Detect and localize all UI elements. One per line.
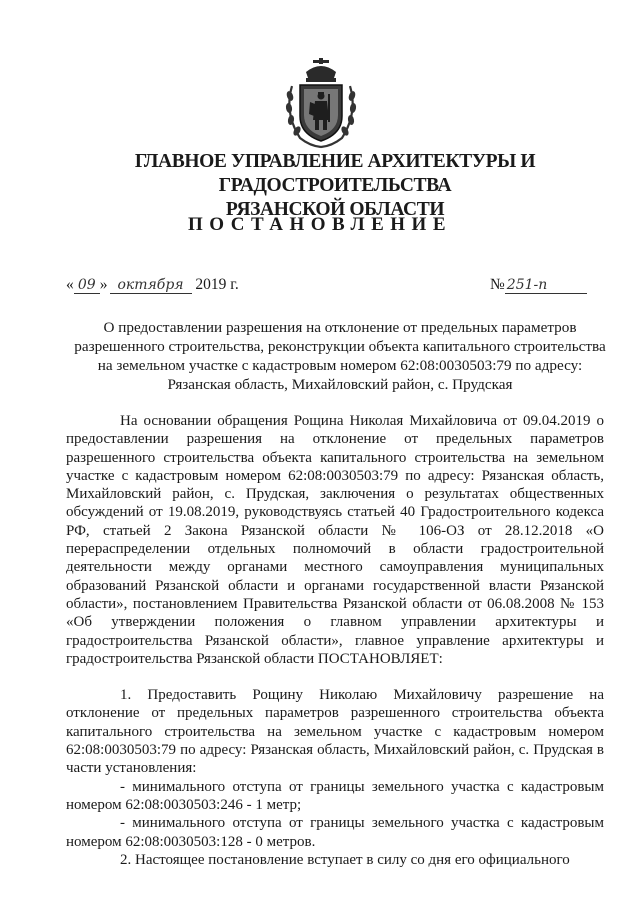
date-close-quote: » xyxy=(99,276,108,293)
subject-line1: О предоставлении разрешения на отклонение от предельных параметров xyxy=(103,319,577,336)
subject-line4: Рязанская область, Михайловский район, с. Прудская xyxy=(167,376,513,393)
organization-name-line2: РЯЗАНСКОЙ ОБЛАСТИ xyxy=(225,199,445,220)
item-1-subitem-1: - минимального отступа от границы земельного участка с кадастровым номером 62:08:0030503:246 - 1 метр; xyxy=(66,778,604,813)
date-open-quote: « xyxy=(66,276,74,293)
ryazan-coat-of-arms-icon xyxy=(282,58,360,150)
number-value: 251-п xyxy=(505,277,587,294)
subject-line3: на земельном участке с кадастровым номером 62:08:0030503:79 по адресу: xyxy=(97,357,583,374)
document-body xyxy=(66,412,604,869)
document-type-title: ПОСТАНОВЛЕНИЕ xyxy=(187,214,453,235)
document-date xyxy=(66,276,239,294)
organization-name xyxy=(40,150,630,222)
preamble-paragraph: На основании обращения Рощина Николая Михайловича от 09.04.2019 о предоставлении разрешения на отклонение от предельных параметров разрешенного строительства объекта капитального строительства на земельном участке с кадастровым номером 62:08:0030503:79 по адресу: Рязанская область, Михайловский район, с. Прудская, заключения о результатах общественных обсуждений от 19.08.2019, руководствуясь статьей 40 Градостроительного кодекса РФ, статьей 2 Закона Рязанской области № 106-ОЗ от 28.12.2018 «О перераспределении отдельных полномочий в области градостроительной деятельности между органами местного самоуправления муниципальных образований Рязанской области и органами государственной власти Рязанской области», постановлением Правительства Рязанской области от 06.08.2008 № 153 «Об утверждении положения о главном управлении архитектуры и градостроительства Рязанской области», главное управление архитектуры и градостроительства Рязанской области ПОСТАНОВЛЯЕТ: xyxy=(66,413,604,667)
number-sign: № xyxy=(490,276,505,293)
date-day: 09 xyxy=(74,277,100,294)
document-number xyxy=(490,276,587,294)
item-2-paragraph: 2. Настоящее постановление вступает в силу со дня его официального xyxy=(120,851,570,868)
date-year: 2019 г. xyxy=(195,276,239,293)
date-month: октября xyxy=(110,277,192,294)
document-subject xyxy=(70,318,610,394)
organization-name-line1: ГЛАВНОЕ УПРАВЛЕНИЕ АРХИТЕКТУРЫ И ГРАДОСТРОИТЕЛЬСТВА xyxy=(134,151,536,196)
item-1-paragraph: 1. Предоставить Рощину Николаю Михайловичу разрешение на отклонение от предельных параметров разрешенного строительства объекта капитального строительства на земельном участке с кадастровым номером 62:08:0030503:79 по адресу: Рязанская область, Михайловский район, с. Прудская в части установления: xyxy=(66,687,604,777)
item-1-subitem-2: - минимального отступа от границы земельного участка с кадастровым номером 62:08:0030503:128 - 0 метров. xyxy=(66,815,604,850)
subject-line2: разрешенного строительства, реконструкции объекта капитального строительства xyxy=(74,338,606,355)
